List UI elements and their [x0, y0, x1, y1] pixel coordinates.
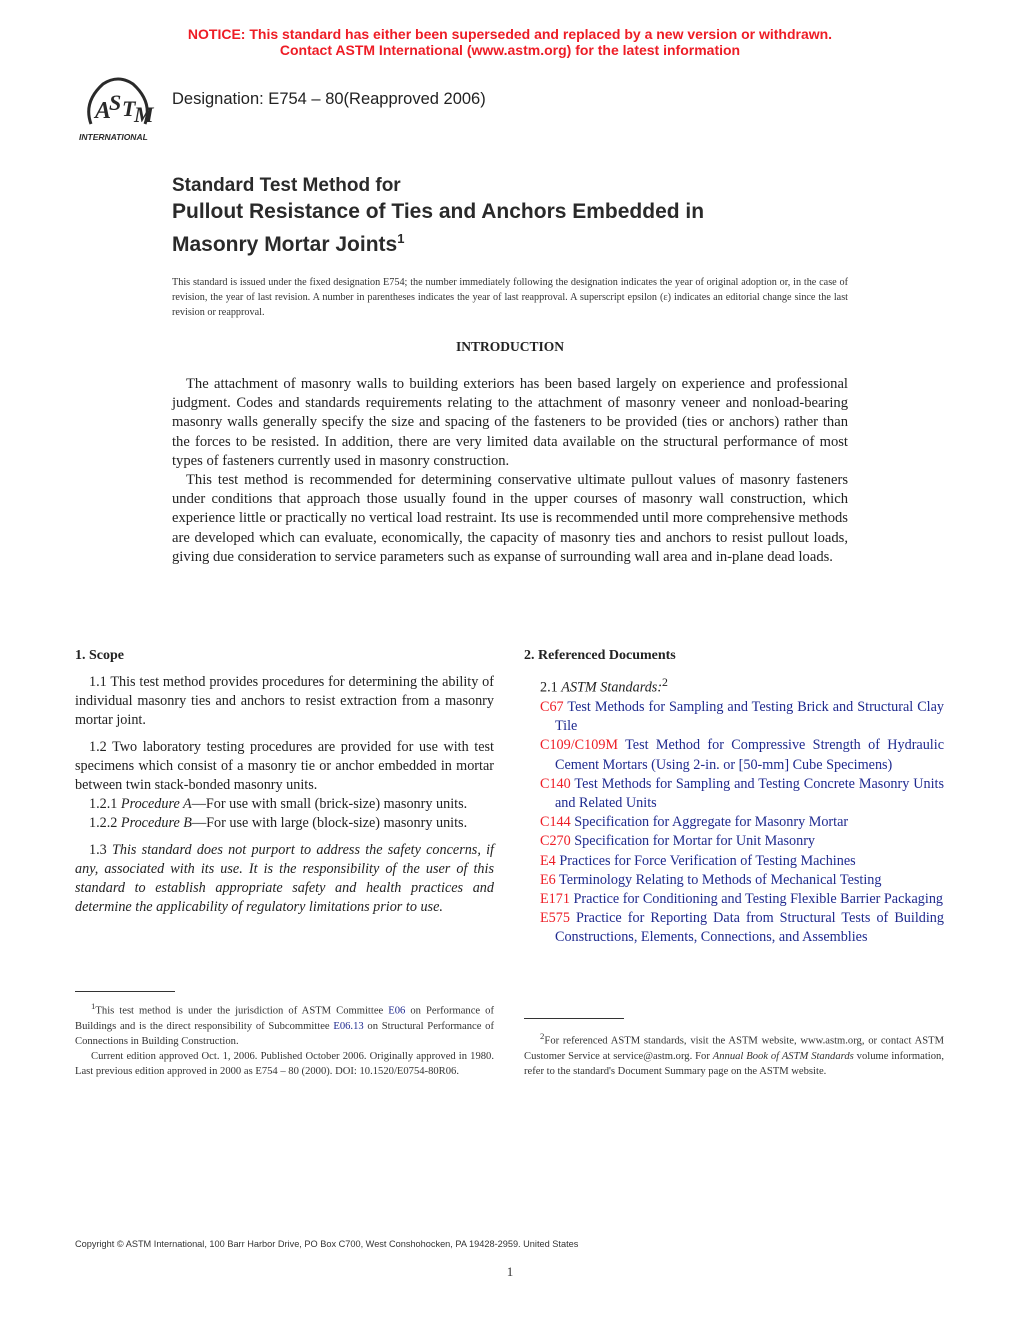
- footnote-divider-left: [75, 991, 175, 992]
- reference-title-link[interactable]: Terminology Relating to Methods of Mechanical Testing: [555, 871, 882, 888]
- designation: Designation: E754 – 80(Reapproved 2006): [172, 90, 486, 108]
- footnote-1: [75, 999, 494, 1080]
- footnote-1-mark: 1: [91, 1001, 96, 1011]
- reference-title-link[interactable]: Practices for Force Verification of Testing Machines: [555, 852, 856, 869]
- svg-text:T: T: [122, 96, 136, 121]
- reference-title-link[interactable]: Practice for Conditioning and Testing Flexible Barrier Packaging: [569, 890, 944, 907]
- footnote-2-text-b: volume information, refer to the standard's Document Summary page on the ASTM website.: [524, 1050, 944, 1077]
- reference-title-link[interactable]: Specification for Aggregate for Masonry Mortar: [570, 814, 849, 831]
- scope-1-2-2: [75, 814, 494, 833]
- reference-code-link[interactable]: E575: [540, 910, 570, 927]
- referenced-documents-heading: 2. Referenced Documents: [524, 648, 676, 663]
- referenced-documents-section: [524, 647, 944, 948]
- copyright-line: Copyright © ASTM International, 100 Barr Harbor Drive, PO Box C700, West Conshohocken, PA 19428-2959. United States: [75, 1239, 579, 1249]
- footnote-divider-right: [524, 1018, 624, 1019]
- astm-standards-number: 2.1: [540, 679, 562, 696]
- reference-item[interactable]: [524, 852, 944, 871]
- scope-1-2-2-label: Procedure B: [120, 815, 192, 832]
- page-number: 1: [506, 1264, 514, 1279]
- scope-1-2-1-number: 1.2.1: [89, 796, 121, 813]
- svg-text:S: S: [109, 90, 122, 115]
- astm-standards-footnote-mark: 2: [662, 675, 668, 689]
- footnote-1-text-b: on Performance of Buildings and is the direct responsibility of Subcommittee: [75, 1005, 494, 1032]
- introduction-paragraph-1: The attachment of masonry walls to building exteriors has been based largely on experience and professional judgment. Codes and standards requirements relating to the attachment of masonry veneer and nonload-bearing masonry walls generally specify the size and spacing of the fasteners to be provided (ties or anchors) rather than the forces to be resisted. In addition, there are very limited data available on the structural performance of most types of fasteners currently used in masonry construction.: [172, 376, 848, 469]
- subcommittee-e06-13-link[interactable]: E06.13: [333, 1020, 364, 1032]
- scope-1-1: 1.1 This test method provides procedures for determining the ability of individual masonry ties and anchors to resist extraction from a masonry mortar joint.: [75, 674, 494, 729]
- introduction-heading: INTRODUCTION: [455, 339, 564, 354]
- reference-item[interactable]: [524, 775, 944, 813]
- title-line-2: Pullout Resistance of Ties and Anchors Embedded in: [172, 200, 705, 223]
- footnote-2-book-title: Annual Book of ASTM Standards: [712, 1050, 854, 1062]
- reference-code-link[interactable]: C144: [540, 814, 571, 831]
- footnote-2-mark: 2: [540, 1031, 545, 1041]
- issue-note: This standard is issued under the fixed designation E754; the number immediately following the designation indicates the year of original adoption or, in the case of revision, the year of last revision. A number in parentheses indicates the year of last reapproval. A superscript epsilon (ε) indicates an editorial change since the last revision or reapproval.: [172, 277, 848, 318]
- reference-code-link[interactable]: C270: [540, 833, 571, 850]
- reference-title-link[interactable]: Test Methods for Sampling and Testing Brick and Structural Clay Tile: [555, 698, 944, 735]
- scope-1-3-number: 1.3: [89, 841, 112, 858]
- astm-standards-label: [524, 673, 944, 698]
- svg-text:M: M: [134, 102, 154, 127]
- reference-code-link[interactable]: C109/C109M: [540, 737, 619, 754]
- title-line-1: Standard Test Method for: [172, 175, 401, 196]
- scope-1-2: 1.2 Two laboratory testing procedures are provided for use with test specimens which consist of a masonry tie or anchor embedded in mortar between twin stack-bonded masonry units.: [75, 738, 494, 794]
- astm-standards-title: ASTM Standards:: [561, 679, 663, 696]
- footnote-1-paragraph-1: [75, 999, 494, 1049]
- notice-line-2: Contact ASTM International (www.astm.org) for the latest information: [279, 42, 741, 58]
- title-line-3: Masonry Mortar Joints: [172, 233, 398, 256]
- reference-item[interactable]: [524, 736, 944, 774]
- scope-1-3: [75, 841, 494, 918]
- scope-1-2-2-number: 1.2.2: [89, 815, 121, 832]
- footnote-2: [524, 1029, 944, 1079]
- scope-section: [75, 647, 494, 924]
- withdrawal-notice: [0, 26, 1020, 58]
- introduction-paragraph-2: This test method is recommended for determining conservative ultimate pullout values of masonry fasteners under conditions that approach those usually found in the upper courses of masonry wall construction, which experience little or practically no vertical load restraint. Its use is recommended until more comprehensive methods are developed which can evaluate, economically, the capacity of masonry ties and anchors to resist pullout loads, giving due consideration to service parameters such as expanse of surrounding wall area and in-plane dead loads.: [172, 472, 848, 565]
- reference-code-link[interactable]: C140: [540, 775, 571, 792]
- notice-line-1: NOTICE: This standard has either been superseded and replaced by a new version or withdrawn.: [187, 26, 833, 42]
- footnote-2-paragraph: [524, 1029, 944, 1079]
- scope-1-2-2-text: —For use with large (block-size) masonry units.: [191, 815, 468, 832]
- introduction-body: [172, 375, 848, 567]
- scope-1-2-1-text: —For use with small (brick-size) masonry units.: [191, 796, 468, 813]
- reference-code-link[interactable]: E171: [540, 890, 570, 907]
- reference-title-link[interactable]: Practice for Reporting Data from Structural Tests of Building Constructions, Elements, Connections, and Assemblies: [555, 910, 944, 946]
- committee-e06-link[interactable]: E06: [388, 1005, 406, 1017]
- reference-item[interactable]: [524, 909, 944, 947]
- title-line-3-wrapper: [172, 225, 872, 258]
- reference-code-link[interactable]: C67: [540, 698, 564, 715]
- footnote-1-text-a: This test method is under the jurisdiction of ASTM Committee: [95, 1005, 389, 1017]
- astm-logo-icon: [73, 72, 163, 146]
- reference-item[interactable]: [524, 813, 944, 832]
- logo-text: INTERNATIONAL: [79, 132, 148, 142]
- reference-item[interactable]: [524, 871, 944, 890]
- scope-1-3-text: This standard does not purport to address the safety concerns, if any, associated with its use. It is the responsibility of the user of this standard to establish appropriate safety and health practices and determine the applicability of regulatory limitations prior to use.: [75, 841, 495, 916]
- reference-title-link[interactable]: Test Method for Compressive Strength of Hydraulic Cement Mortars (Using 2-in. or [50-mm] Cube Specimens): [555, 737, 944, 773]
- reference-code-link[interactable]: E4: [540, 852, 556, 869]
- referenced-standards-list: [524, 698, 944, 948]
- svg-text:A: A: [95, 98, 112, 124]
- reference-item[interactable]: [524, 698, 944, 736]
- reference-title-link[interactable]: Test Methods for Sampling and Testing Concrete Masonry Units and Related Units: [555, 775, 944, 811]
- title-footnote-mark: 1: [397, 231, 405, 246]
- footnote-2-text-a: For referenced ASTM standards, visit the ASTM website, www.astm.org, or contact ASTM Customer Service at service@astm.org. For: [524, 1035, 944, 1062]
- document-title: [172, 174, 872, 258]
- scope-1-2-1: [75, 795, 494, 814]
- reference-item[interactable]: [524, 890, 944, 909]
- scope-1-2-1-label: Procedure A: [120, 796, 192, 813]
- reference-title-link[interactable]: Specification for Mortar for Unit Masonry: [570, 833, 816, 850]
- footnote-1-paragraph-2: Current edition approved Oct. 1, 2006. Published October 2006. Originally approved in 1980. Last previous edition approved in 2000 as E754 – 80 (2000). DOI: 10.1520/E0754-80R06.: [75, 1051, 494, 1078]
- reference-code-link[interactable]: E6: [540, 871, 556, 888]
- reference-item[interactable]: [524, 832, 944, 851]
- scope-heading: 1. Scope: [75, 648, 124, 663]
- footnote-1-text-c: on Structural Performance of Connections in Building Construction.: [75, 1020, 494, 1047]
